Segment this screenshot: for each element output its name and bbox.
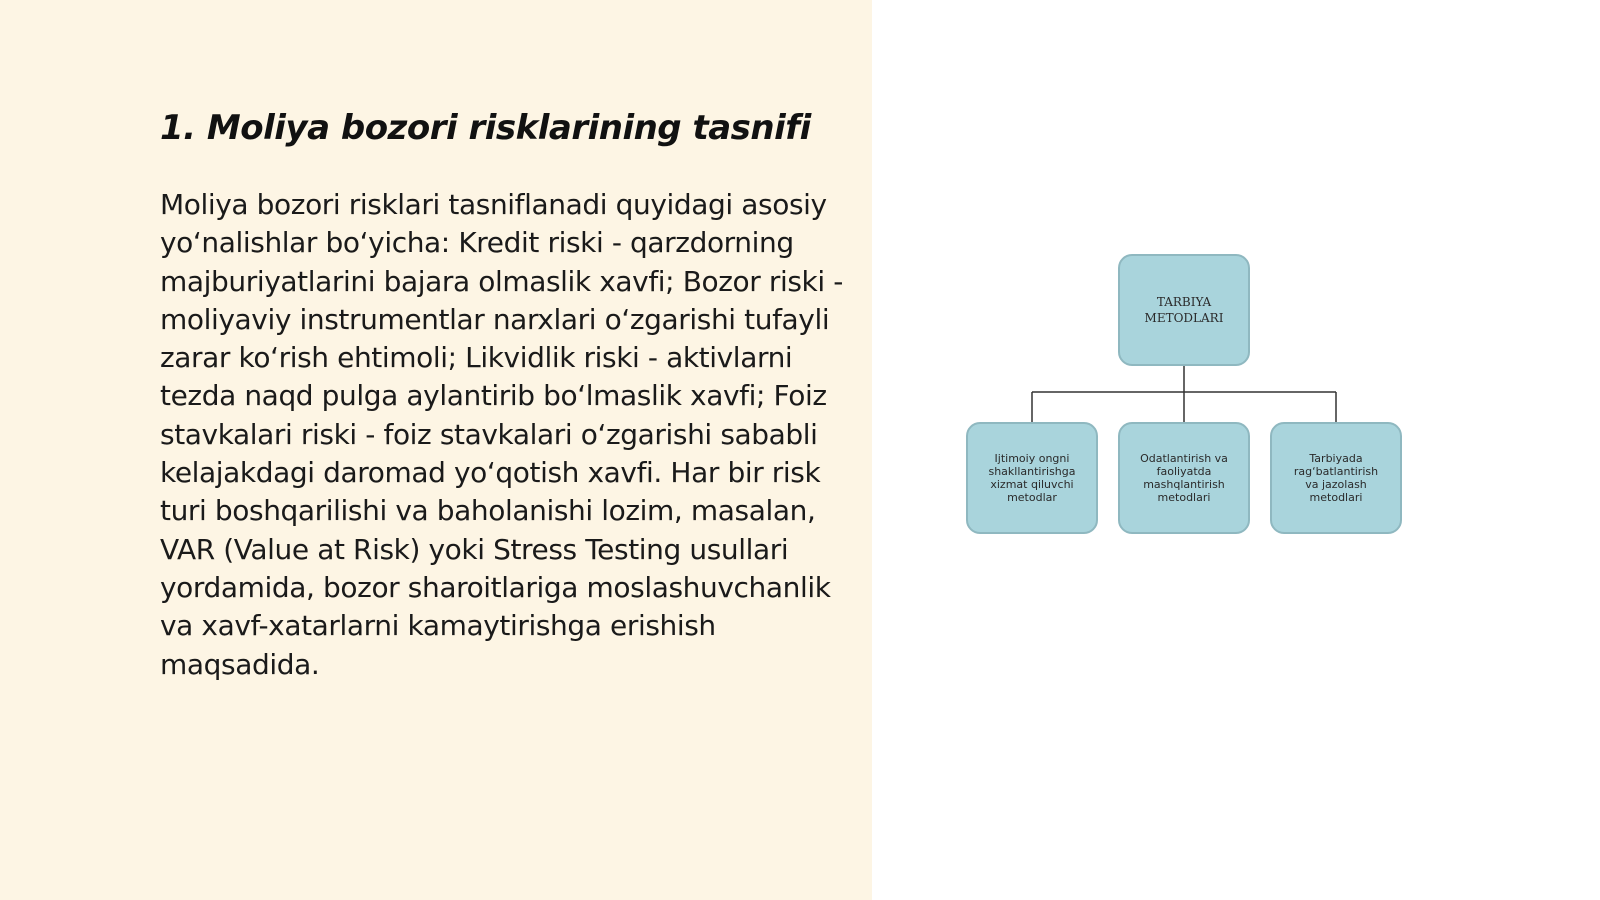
slide-title: 1. Moliya bozori risklarining tasnifi <box>160 108 811 148</box>
slide-body-text: Moliya bozori risklari tasniflanadi quyidagi asosiy yo‘nalishlar bo‘yicha: Kredit riski - qarzdorning majburiyatlarini bajara olmaslik xavfi; Bozor riski - moliyaviy instrumentlar narxlari o‘zgarishi tufayli zarar ko‘rish ehtimoli; Likvidlik riski - aktivlarni tezda naqd pulga aylantirib bo‘lmaslik xavfi; Foiz stavkalari riski - foiz stavkalari o‘zgarishi sababli kelajakdagi daromad yo‘qotish xavfi. Har bir risk turi boshqarilishi va baholanishi lozim, masalan, VAR (Value at Risk) yoki Stress Testing usullari yordamida, bozor sharoitlariga moslashuvchanlik va xavf-xatarlarni kamaytirishga erishish maqsadida. <box>160 188 843 681</box>
diagram-child-node-1: Ijtimoiy ongni shakllantirishga xizmat qiluvchi metodlar <box>966 422 1098 534</box>
diagram-root-node: TARBIYA METODLARI <box>1118 254 1250 366</box>
diagram-child-node-3: Tarbiyada rag‘batlantirish va jazolash metodlari <box>1270 422 1402 534</box>
diagram-child-node-2: Odatlantirish va faoliyatda mashqlantirish metodlari <box>1118 422 1250 534</box>
org-chart-diagram <box>960 250 1408 540</box>
